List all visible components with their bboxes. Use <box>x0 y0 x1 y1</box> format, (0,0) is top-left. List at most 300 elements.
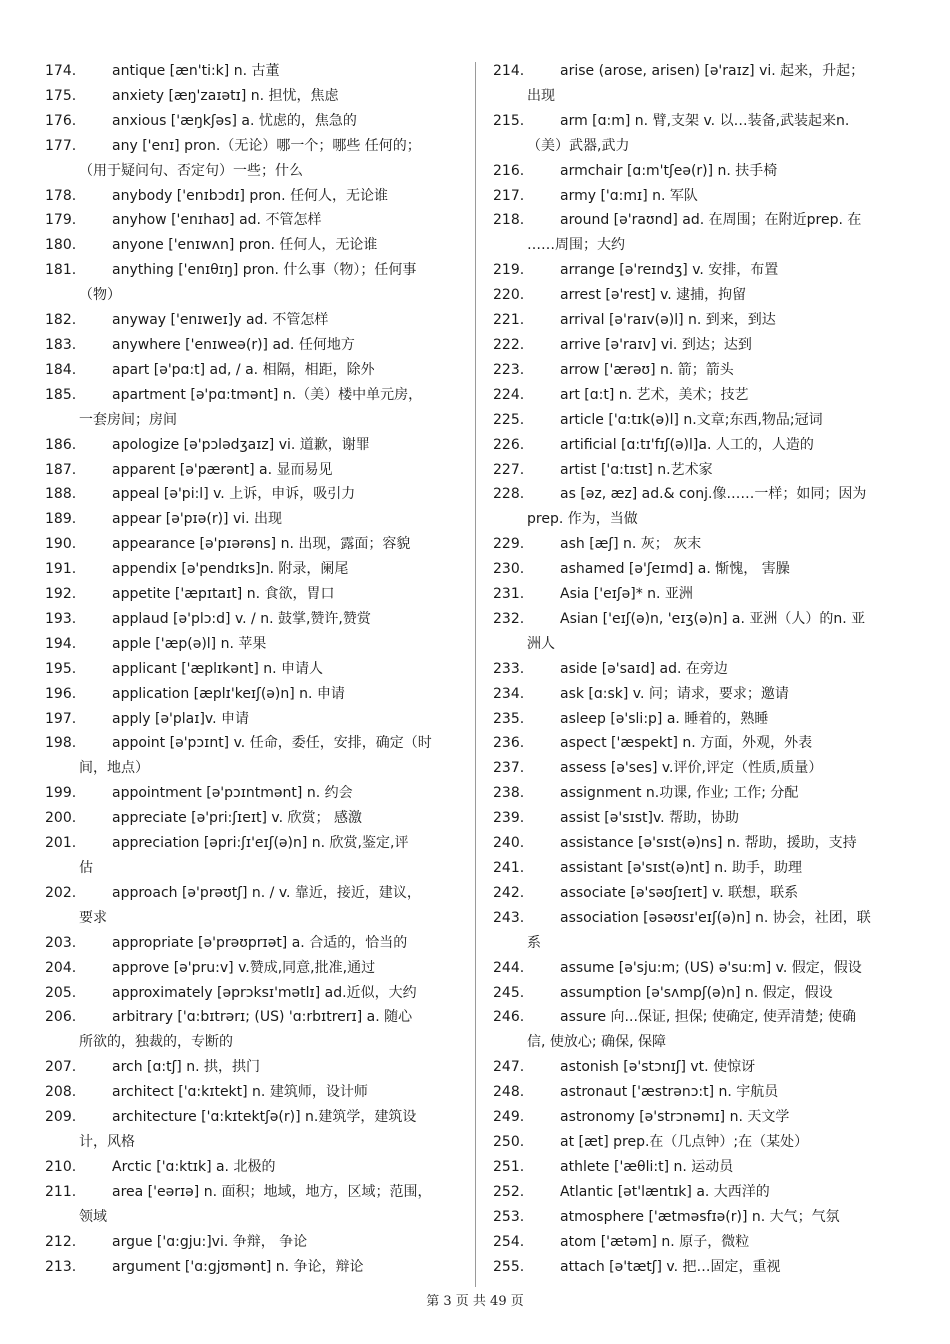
entry-text: assure 向...保证, 担保; 使确定, 使弄清楚; 使确 <box>560 1009 857 1026</box>
entry-text: attach [ə'tætʃ] v. 把…固定，重视 <box>560 1258 781 1275</box>
entry-number: 202. <box>45 884 77 901</box>
vocab-entry <box>45 383 461 433</box>
entry-text: antique [æn'ti:k] n. 古董 <box>112 63 280 79</box>
vocab-entry <box>493 59 908 109</box>
entry-text: athlete ['æθli:t] n. 运动员 <box>560 1158 734 1175</box>
entry-line <box>45 358 461 383</box>
entry-line <box>493 59 908 84</box>
entry-number: 179. <box>45 212 77 229</box>
vocab-entry <box>493 532 908 557</box>
entry-text: assumption [ə'sʌmpʃ(ə)n] n. 假定，假设 <box>560 984 833 1001</box>
entry-line <box>493 1055 908 1080</box>
entry-line <box>493 482 908 507</box>
vocab-entry <box>493 707 908 732</box>
entry-text: ash [æʃ] n. 灰； 灰末 <box>560 536 702 553</box>
entry-text: apply [ə'plaɪ]v. 申请 <box>112 710 250 727</box>
entry-line <box>45 582 461 607</box>
vocab-entry <box>493 333 908 358</box>
entry-number: 206. <box>45 1009 77 1026</box>
entry-number: 226. <box>493 436 525 453</box>
entry-line <box>493 856 908 881</box>
entry-line <box>493 1130 908 1155</box>
vocab-entry <box>493 1155 908 1180</box>
vocab-entry <box>45 1255 461 1280</box>
vocab-entry <box>45 632 461 657</box>
entry-continuation: 出现 <box>527 87 555 104</box>
entry-line <box>45 84 461 109</box>
vocab-entry <box>45 707 461 732</box>
entry-line <box>493 333 908 358</box>
entry-line <box>45 981 461 1006</box>
entry-number: 251. <box>493 1158 525 1175</box>
entry-text: arrest [ə'rest] v. 逮捕，拘留 <box>560 287 747 304</box>
entry-number: 201. <box>45 835 77 852</box>
vocab-entry <box>45 507 461 532</box>
entry-line <box>45 134 461 159</box>
entry-continuation: （用于疑问句、否定句）一些；什么 <box>79 162 303 179</box>
entry-line <box>493 981 908 1006</box>
entry-continuation: 领域 <box>79 1208 107 1225</box>
entry-line <box>45 956 461 981</box>
entry-line <box>45 184 461 209</box>
vocab-entry <box>493 607 908 657</box>
entry-text: applaud [ə'plɔ:d] v. / n. 鼓掌,赞许,赞赏 <box>112 610 371 627</box>
entry-text: arise (arose, arisen) [ə'raɪz] vi. 起来，升起； <box>560 63 865 79</box>
entry-number: 237. <box>493 760 525 777</box>
entry-number: 190. <box>45 536 77 553</box>
vocab-entry <box>45 184 461 209</box>
entry-line <box>493 682 908 707</box>
vocab-entry <box>493 458 908 483</box>
entry-number: 245. <box>493 984 525 1001</box>
entry-number: 214. <box>493 63 525 79</box>
entry-line <box>45 881 461 906</box>
entry-number: 250. <box>493 1133 525 1150</box>
entry-line <box>493 208 908 233</box>
entry-text: arbitrary ['ɑ:bɪtrərɪ; (US) 'ɑ:rbɪtrerɪ] a. 随心 <box>112 1009 413 1026</box>
entry-number: 191. <box>45 561 77 578</box>
entry-line <box>45 931 461 956</box>
entry-number: 199. <box>45 785 77 802</box>
entry-line <box>45 109 461 134</box>
entry-line <box>45 333 461 358</box>
entry-line <box>493 582 908 607</box>
entry-text: apart [ə'pɑ:t] ad, / a. 相隔，相距，除外 <box>112 361 375 378</box>
vocab-entry <box>493 906 908 956</box>
entry-line <box>45 731 461 756</box>
entry-line <box>493 109 908 134</box>
entry-number: 205. <box>45 984 77 1001</box>
entry-line <box>493 756 908 781</box>
entry-number: 204. <box>45 959 77 976</box>
vocab-entry <box>45 1080 461 1105</box>
entry-line <box>493 1230 908 1255</box>
vocab-entry <box>493 956 908 981</box>
entry-line <box>45 433 461 458</box>
entry-text: appendix [ə'pendɪks]n. 附录，阑尾 <box>112 561 349 578</box>
entry-number: 247. <box>493 1059 525 1076</box>
entry-number: 253. <box>493 1208 525 1225</box>
entry-text: appetite ['æpɪtaɪt] n. 食欲，胃口 <box>112 586 335 603</box>
entry-text: approve [ə'pru:v] v.赞成,同意,批准,通过 <box>112 959 376 976</box>
entry-line <box>493 956 908 981</box>
vocab-entry <box>45 831 461 881</box>
entry-text: astronomy [ə'strɔnəmɪ] n. 天文学 <box>560 1109 790 1126</box>
entry-text: approach [ə'prəʊtʃ] n. / v. 靠近，接近，建议， <box>112 884 421 901</box>
entry-text: at [æt] prep.在（几点钟）;在（某处） <box>560 1133 809 1150</box>
entry-line <box>493 1205 908 1230</box>
vocab-entry <box>45 134 461 184</box>
entry-number: 255. <box>493 1258 525 1275</box>
entry-number: 220. <box>493 287 525 304</box>
entry-text: arrival [ə'raɪv(ə)l] n. 到来，到达 <box>560 312 776 329</box>
entry-number: 238. <box>493 785 525 802</box>
entry-text: atmosphere ['ætməsfɪə(r)] n. 大气；气氛 <box>560 1208 840 1225</box>
vocab-entry <box>45 532 461 557</box>
vocab-entry <box>493 1080 908 1105</box>
entry-text: as [əz, æz] ad.& conj.像……一样；如同；因为 <box>560 486 867 503</box>
entry-line <box>45 532 461 557</box>
entry-text: Atlantic [ət'læntɪk] a. 大西洋的 <box>560 1183 770 1200</box>
entry-text: anybody ['enɪbɔdɪ] pron. 任何人，无论谁 <box>112 187 389 204</box>
entry-line <box>493 358 908 383</box>
vocab-entry <box>45 84 461 109</box>
entry-line <box>45 1080 461 1105</box>
entry-line <box>45 59 461 84</box>
entry-text: application [æplɪ'keɪʃ(ə)n] n. 申请 <box>112 685 345 702</box>
vocab-entry <box>45 881 461 931</box>
entry-text: assignment n.功课, 作业; 工作; 分配 <box>560 785 799 802</box>
entry-number: 187. <box>45 461 77 478</box>
entry-continuation: 信, 使放心; 确保, 保障 <box>527 1034 666 1051</box>
entry-continuation: prep. 作为，当做 <box>527 511 638 528</box>
entry-text: assistant [ə'sɪst(ə)nt] n. 助手，助理 <box>560 860 803 876</box>
entry-text: asleep [ə'sli:p] a. 睡着的，熟睡 <box>560 710 769 727</box>
entry-line <box>45 258 461 283</box>
entry-line <box>493 1005 908 1030</box>
entry-number: 228. <box>493 486 525 503</box>
entry-line <box>493 1255 908 1280</box>
entry-number: 211. <box>45 1183 77 1200</box>
entry-continuation: 洲人 <box>527 635 555 652</box>
entry-line <box>45 1055 461 1080</box>
entry-text: arch [ɑ:tʃ] n. 拱，拱门 <box>112 1059 260 1076</box>
vocab-entry <box>45 806 461 831</box>
entry-number: 221. <box>493 312 525 329</box>
entry-line <box>45 557 461 582</box>
vocab-entry <box>45 981 461 1006</box>
entry-number: 185. <box>45 386 77 403</box>
entry-line <box>45 1005 461 1030</box>
entry-number: 189. <box>45 511 77 528</box>
entry-number: 210. <box>45 1158 77 1175</box>
left-column <box>45 59 461 1279</box>
right-column <box>493 59 908 1279</box>
entry-text: apple ['æp(ə)l] n. 苹果 <box>112 635 267 652</box>
vocab-entry <box>45 557 461 582</box>
vocab-entry <box>493 283 908 308</box>
vocab-entry <box>45 781 461 806</box>
entry-line <box>493 458 908 483</box>
entry-line <box>45 657 461 682</box>
vocab-entry <box>493 1055 908 1080</box>
entry-number: 227. <box>493 461 525 478</box>
entry-text: anxiety [æŋ'zaɪətɪ] n. 担忧，焦虑 <box>112 87 339 104</box>
entry-continuation: （物） <box>79 287 121 304</box>
entry-text: appearance [ə'pɪərəns] n. 出现，露面；容貌 <box>112 536 411 553</box>
entry-number: 232. <box>493 610 525 627</box>
entry-text: applicant ['æplɪkənt] n. 申请人 <box>112 660 324 677</box>
vocab-entry <box>45 333 461 358</box>
entry-text: armchair [ɑ:m'tʃeə(r)] n. 扶手椅 <box>560 162 778 179</box>
entry-line <box>493 1105 908 1130</box>
vocab-entry <box>493 831 908 856</box>
vocab-entry <box>45 1155 461 1180</box>
vocab-entry <box>493 981 908 1006</box>
entry-line <box>493 383 908 408</box>
entry-number: 174. <box>45 63 77 79</box>
entry-text: appoint [ə'pɔɪnt] v. 任命，委任，安排，确定（时 <box>112 735 432 752</box>
vocab-entry <box>493 582 908 607</box>
entry-text: article ['ɑ:tɪk(ə)l] n.文章;东西,物品;冠词 <box>560 411 823 428</box>
vocab-entry <box>45 433 461 458</box>
entry-line <box>45 1105 461 1130</box>
vocab-entry <box>45 731 461 781</box>
entry-text: arrange [ə'reɪndʒ] v. 安排，布置 <box>560 262 779 279</box>
entry-text: anyhow ['enɪhaʊ] ad. 不管怎样 <box>112 212 322 229</box>
vocab-entry <box>493 358 908 383</box>
entry-continuation: 系 <box>527 934 541 951</box>
vocab-entry <box>493 258 908 283</box>
entry-line <box>493 881 908 906</box>
entry-line <box>493 532 908 557</box>
entry-number: 184. <box>45 361 77 378</box>
entry-line <box>493 408 908 433</box>
entry-line <box>45 781 461 806</box>
vocab-entry <box>45 358 461 383</box>
entry-number: 192. <box>45 586 77 603</box>
entry-line <box>493 308 908 333</box>
entry-text: assess [ə'ses] v.评价,评定（性质,质量） <box>560 760 823 777</box>
entry-text: argument ['ɑ:gjʊmənt] n. 争论，辩论 <box>112 1258 364 1275</box>
entry-number: 193. <box>45 610 77 627</box>
entry-line <box>493 806 908 831</box>
entry-number: 196. <box>45 685 77 702</box>
vocab-entry <box>45 1230 461 1255</box>
entry-number: 203. <box>45 934 77 951</box>
entry-text: army ['ɑ:mɪ] n. 军队 <box>560 187 698 204</box>
page-footer: 第 3 页 共 49 页 <box>426 1294 524 1309</box>
vocab-entry <box>493 383 908 408</box>
vocab-entry <box>45 582 461 607</box>
entry-text: arm [ɑ:m] n. 臂,支架 v. 以…装备,武装起来n. <box>560 112 850 129</box>
entry-number: 208. <box>45 1084 77 1101</box>
entry-number: 188. <box>45 486 77 503</box>
entry-line <box>493 831 908 856</box>
entry-number: 178. <box>45 187 77 204</box>
entry-line <box>45 806 461 831</box>
entry-continuation: 计，风格 <box>79 1133 135 1150</box>
entry-number: 231. <box>493 586 525 603</box>
entry-number: 197. <box>45 710 77 727</box>
vocab-entry <box>493 1105 908 1130</box>
entry-number: 230. <box>493 561 525 578</box>
entry-text: any ['enɪ] pron.（无论）哪一个；哪些 任何的； <box>112 137 421 154</box>
entry-text: approximately [əprɔksɪ'mətlɪ] ad.近似，大约 <box>112 984 417 1001</box>
entry-number: 181. <box>45 262 77 279</box>
vocab-entry <box>493 208 908 258</box>
entry-number: 248. <box>493 1084 525 1101</box>
entry-line <box>493 159 908 184</box>
entry-line <box>493 184 908 209</box>
entry-number: 223. <box>493 361 525 378</box>
entry-text: atom ['ætəm] n. 原子，微粒 <box>560 1233 750 1250</box>
vocab-entry <box>493 557 908 582</box>
entry-text: anxious ['æŋkʃəs] a. 忧虑的，焦急的 <box>112 112 357 129</box>
entry-text: association [əsəʊsɪ'eɪʃ(ə)n] n. 协会，社团，联 <box>560 909 871 926</box>
entry-number: 222. <box>493 336 525 353</box>
entry-text: appropriate [ə'prəʊprɪət] a. 合适的，恰当的 <box>112 934 408 951</box>
entry-text: aside [ə'saɪd] ad. 在旁边 <box>560 660 728 677</box>
entry-line <box>493 557 908 582</box>
entry-line <box>493 707 908 732</box>
entry-number: 243. <box>493 909 525 926</box>
entry-line <box>45 1155 461 1180</box>
entry-number: 239. <box>493 810 525 827</box>
entry-continuation: 要求 <box>79 909 107 926</box>
vocab-entry <box>45 109 461 134</box>
vocab-entry <box>493 408 908 433</box>
entry-text: Asia ['eɪʃə]* n. 亚洲 <box>560 586 693 603</box>
entry-text: area ['eərɪə] n. 面积；地域，地方，区域；范围， <box>112 1183 432 1200</box>
entry-line <box>493 1155 908 1180</box>
entry-text: artificial [ɑ:tɪ'fɪʃ(ə)l]a. 人工的，人造的 <box>560 436 814 453</box>
entry-line <box>493 731 908 756</box>
entry-text: apologize [ə'pɔlədʒaɪz] vi. 道歉，谢罪 <box>112 436 370 453</box>
vocab-entry <box>45 59 461 84</box>
entry-number: 235. <box>493 710 525 727</box>
entry-line <box>45 507 461 532</box>
vocab-entry <box>45 1180 461 1230</box>
vocab-entry <box>493 756 908 781</box>
entry-number: 224. <box>493 386 525 403</box>
entry-line <box>45 208 461 233</box>
entry-text: around [ə'raʊnd] ad. 在周围；在附近prep. 在 <box>560 212 862 229</box>
entry-number: 233. <box>493 660 525 677</box>
vocab-entry <box>45 607 461 632</box>
entry-text: arrive [ə'raɪv] vi. 到达；达到 <box>560 336 752 353</box>
entry-number: 240. <box>493 835 525 852</box>
entry-number: 175. <box>45 87 77 104</box>
entry-line <box>493 657 908 682</box>
vocab-entry <box>493 1205 908 1230</box>
entry-text: Asian ['eɪʃ(ə)n, 'eɪʒ(ə)n] a. 亚洲（人）的n. 亚 <box>560 610 866 627</box>
entry-line <box>493 258 908 283</box>
entry-number: 215. <box>493 112 525 129</box>
entry-text: appreciate [ə'pri:ʃɪeɪt] v. 欣赏； 感激 <box>112 810 362 827</box>
entry-line <box>45 632 461 657</box>
entry-text: artist ['ɑ:tɪst] n.艺术家 <box>560 461 713 478</box>
column-divider <box>475 62 476 1287</box>
entry-text: assistance [ə'sɪst(ə)ns] n. 帮助，援助，支持 <box>560 835 857 852</box>
entry-number: 180. <box>45 237 77 254</box>
entry-line <box>45 308 461 333</box>
entry-number: 212. <box>45 1233 77 1250</box>
entry-number: 219. <box>493 262 525 279</box>
entry-text: aspect ['æspekt] n. 方面，外观，外表 <box>560 735 813 752</box>
entry-text: astonish [ə'stɔnɪʃ] vt. 使惊讶 <box>560 1059 756 1076</box>
entry-text: ask [ɑ:sk] v. 问；请求，要求；邀请 <box>560 685 789 702</box>
entry-number: 177. <box>45 137 77 154</box>
entry-number: 241. <box>493 860 525 876</box>
entry-text: argue ['ɑ:gju:]vi. 争辩， 争论 <box>112 1233 308 1250</box>
vocab-entry <box>493 1230 908 1255</box>
vocab-entry <box>493 1255 908 1280</box>
entry-continuation: 间，地点） <box>79 760 149 777</box>
entry-text: appreciation [əpri:ʃɪ'eɪʃ(ə)n] n. 欣赏,鉴定,评 <box>112 835 409 852</box>
entry-number: 207. <box>45 1059 77 1076</box>
vocab-entry <box>493 159 908 184</box>
vocab-entry <box>493 433 908 458</box>
entry-line <box>493 781 908 806</box>
entry-number: 249. <box>493 1109 525 1126</box>
entry-number: 217. <box>493 187 525 204</box>
entry-continuation: （美）武器,武力 <box>527 137 630 154</box>
vocab-entry <box>493 184 908 209</box>
vocab-entry <box>493 482 908 532</box>
vocab-entry <box>493 308 908 333</box>
vocab-entry <box>45 233 461 258</box>
entry-line <box>45 831 461 856</box>
entry-number: 183. <box>45 336 77 353</box>
vocab-entry <box>493 1130 908 1155</box>
vocab-entry <box>45 482 461 507</box>
entry-text: architect ['ɑ:kɪtekt] n. 建筑师，设计师 <box>112 1084 368 1101</box>
entry-line <box>493 283 908 308</box>
entry-line <box>45 1180 461 1205</box>
vocab-entry <box>45 208 461 233</box>
entry-number: 182. <box>45 312 77 329</box>
entry-text: anyone ['enɪwʌn] pron. 任何人，无论谁 <box>112 237 378 254</box>
entry-number: 194. <box>45 635 77 652</box>
vocab-entry <box>45 258 461 308</box>
entry-line <box>45 1230 461 1255</box>
entry-number: 246. <box>493 1009 525 1026</box>
entry-number: 198. <box>45 735 77 752</box>
entry-line <box>45 458 461 483</box>
entry-text: apparent [ə'pærənt] a. 显而易见 <box>112 461 333 478</box>
entry-number: 218. <box>493 212 525 229</box>
entry-number: 200. <box>45 810 77 827</box>
entry-text: astronaut ['æstrənɔ:t] n. 宇航员 <box>560 1084 779 1101</box>
entry-number: 244. <box>493 959 525 976</box>
vocab-entry <box>493 881 908 906</box>
entry-line <box>45 682 461 707</box>
entry-text: ashamed [ə'ʃeɪmd] a. 惭愧， 害臊 <box>560 561 790 578</box>
entry-text: art [ɑ:t] n. 艺术，美术；技艺 <box>560 386 749 403</box>
entry-continuation: 所欲的，独裁的，专断的 <box>79 1034 233 1051</box>
entry-number: 213. <box>45 1258 77 1275</box>
entry-line <box>493 433 908 458</box>
entry-continuation: 一套房间；房间 <box>79 411 177 428</box>
vocab-entry <box>493 856 908 881</box>
vocab-entry <box>493 731 908 756</box>
vocab-entry <box>45 458 461 483</box>
vocab-entry <box>45 657 461 682</box>
entry-continuation: 估 <box>79 860 93 876</box>
entry-number: 252. <box>493 1183 525 1200</box>
vocab-entry <box>45 682 461 707</box>
